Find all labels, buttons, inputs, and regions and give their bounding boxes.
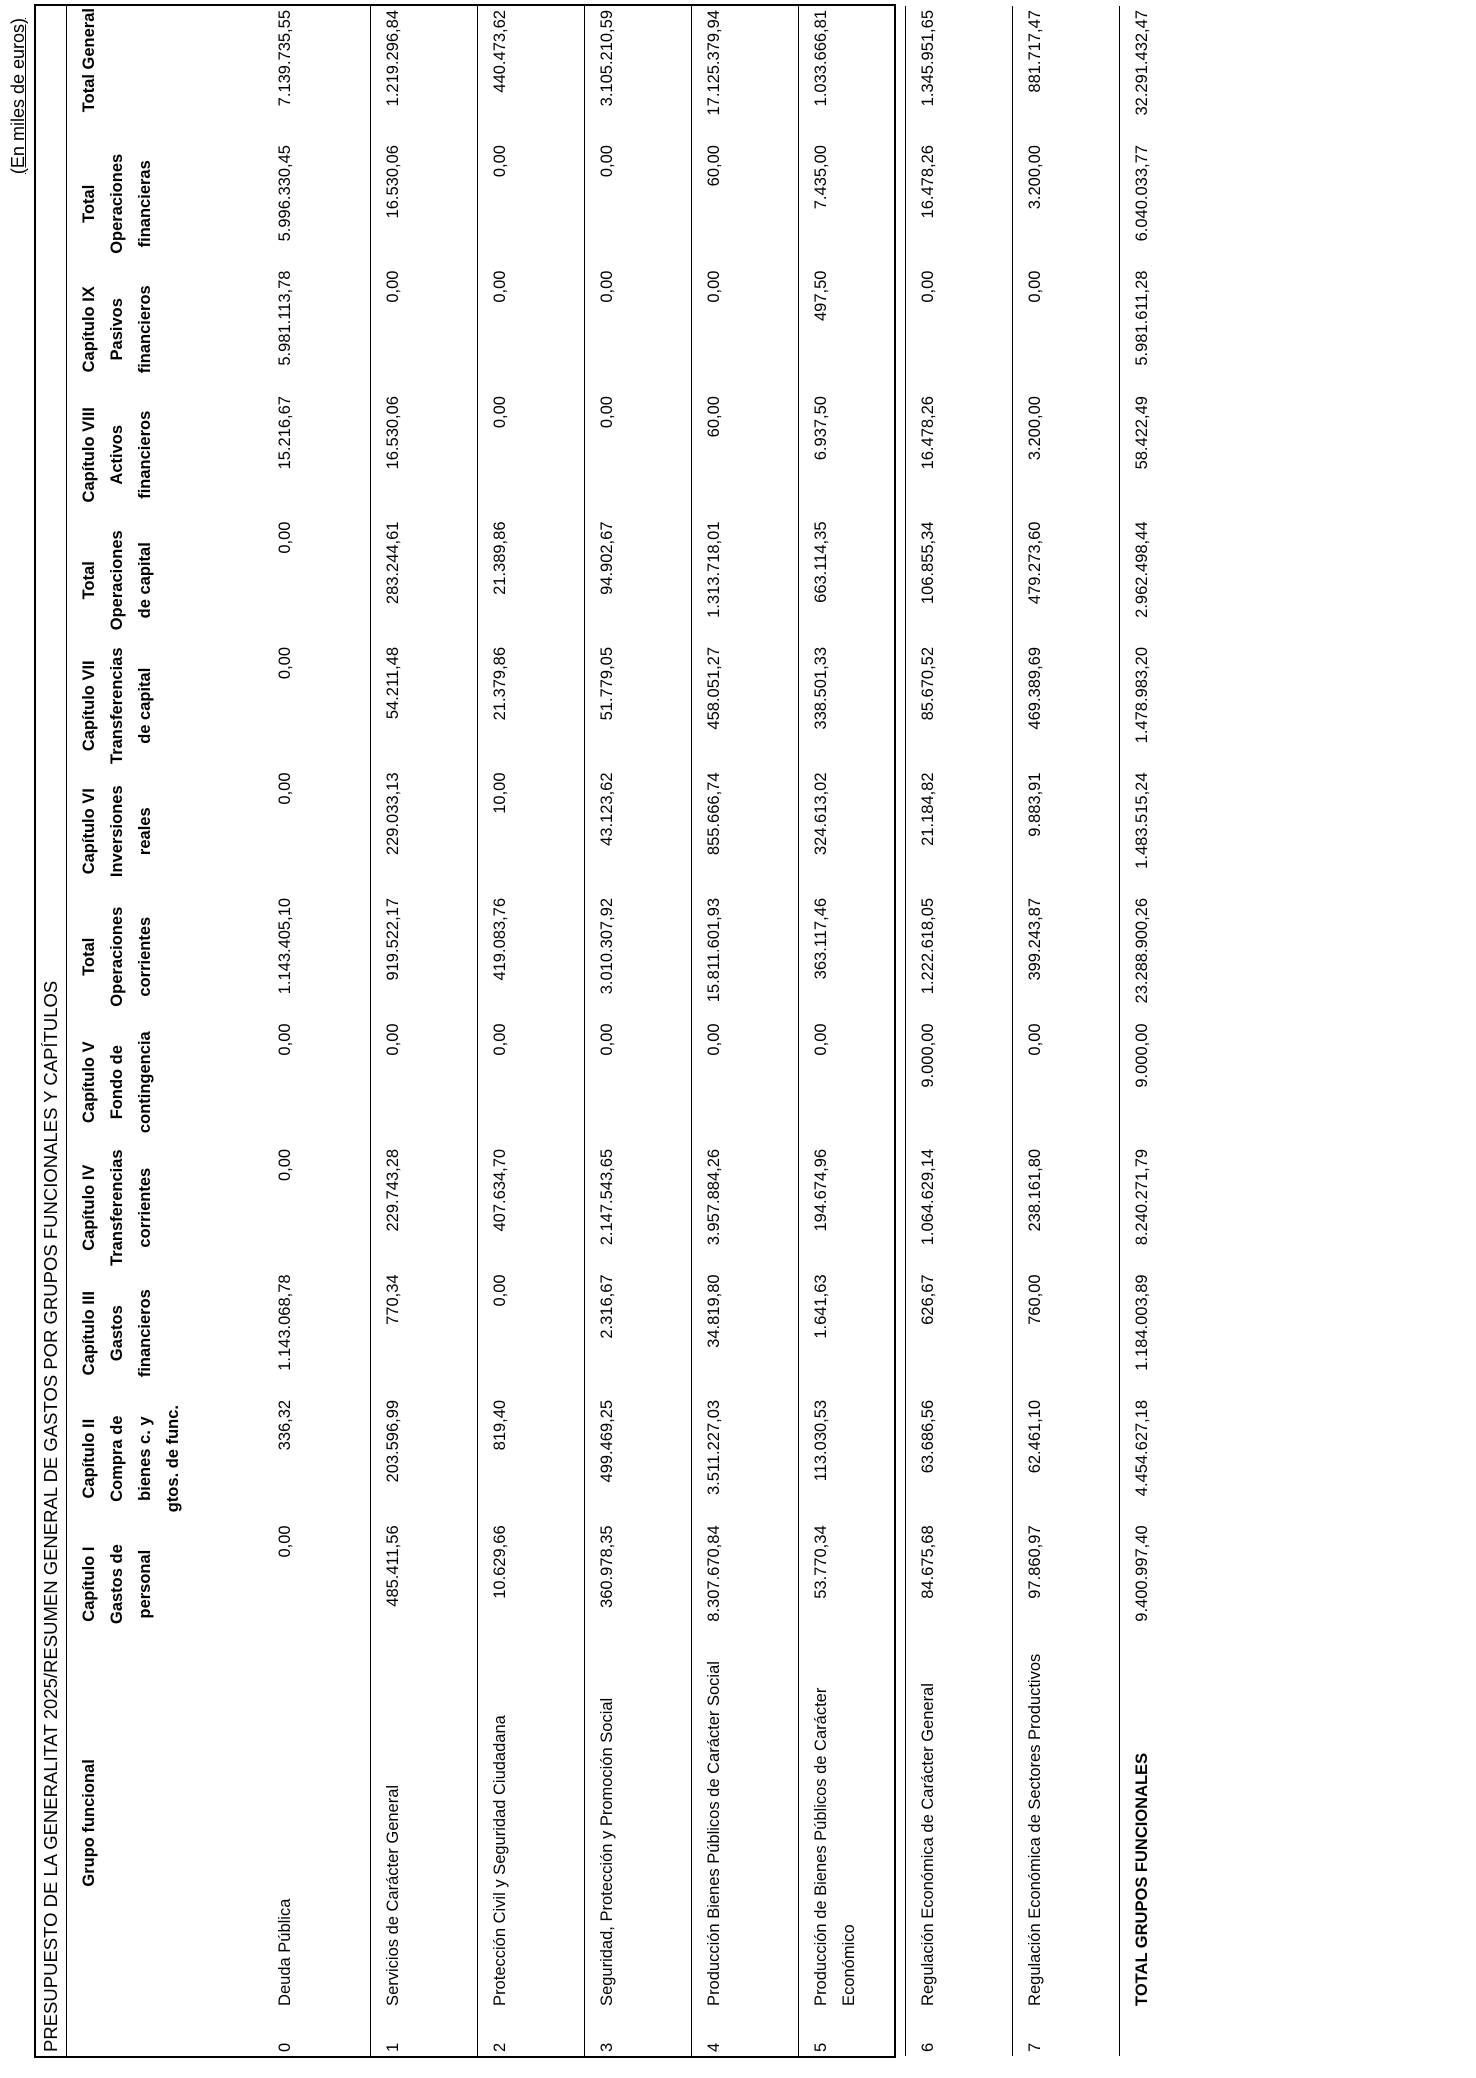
cell-value: 21.184,82	[905, 768, 1012, 893]
row-code: 0	[263, 2016, 370, 2056]
cell-value: 497,50	[798, 267, 905, 392]
row-name: Seguridad, Protección y Promoción Social	[584, 1647, 691, 2016]
cell-value: 458.051,27	[691, 643, 798, 768]
header-capitulo-iii: Capítulo III Gastos financieros	[80, 1289, 154, 1378]
cell-value: 1.478.983,20	[1119, 643, 1219, 768]
cell-value: 0,00	[477, 392, 584, 517]
cell-value: 0,00	[263, 768, 370, 893]
cell-value: 363.117,46	[798, 894, 905, 1019]
table-row	[263, 6, 370, 2056]
cell-value: 8.240.271,79	[1119, 1145, 1219, 1270]
cell-value: 23.288.900,26	[1119, 894, 1219, 1019]
cell-value: 0,00	[263, 1521, 370, 1646]
cell-value: 2.962.498,44	[1119, 518, 1219, 643]
cell-value: 0,00	[263, 518, 370, 643]
header-total-corrientes: Total Operaciones corrientes	[80, 906, 154, 1007]
cell-value: 440.473,62	[477, 6, 584, 141]
cell-value: 479.273,60	[1012, 518, 1119, 643]
table-row	[798, 6, 905, 2056]
cell-value: 58.422,49	[1119, 392, 1219, 517]
cell-value: 0,00	[1012, 1019, 1119, 1144]
cell-value: 16.530,06	[370, 141, 477, 266]
table-header	[67, 6, 263, 2056]
cell-value: 17.125.379,94	[691, 6, 798, 141]
cell-value: 0,00	[477, 1270, 584, 1395]
cell-value: 60,00	[691, 392, 798, 517]
cell-value: 3.010.307,92	[584, 894, 691, 1019]
cell-value: 94.902,67	[584, 518, 691, 643]
header-capitulo-ix: Capítulo IX Pasivos financieros	[80, 285, 154, 374]
cell-value: 0,00	[477, 267, 584, 392]
cell-value: 9.000,00	[905, 1019, 1012, 1144]
cell-value: 0,00	[263, 1145, 370, 1270]
cell-value: 0,00	[1012, 267, 1119, 392]
cell-value: 626,67	[905, 1270, 1012, 1395]
cell-value: 84.675,68	[905, 1521, 1012, 1646]
cell-value: 283.244,61	[370, 518, 477, 643]
row-name: Producción de Bienes Públicos de Carácter Económico	[798, 1647, 905, 2016]
cell-value: 3.511.227,03	[691, 1396, 798, 1521]
cell-value: 1.064.629,14	[905, 1145, 1012, 1270]
cell-value: 2.147.543,65	[584, 1145, 691, 1270]
cell-value: 5.981.113,78	[263, 267, 370, 392]
cell-value: 43.123,62	[584, 768, 691, 893]
header-code	[67, 2016, 263, 2056]
cell-value: 3.105.210,59	[584, 6, 691, 141]
cell-value: 338.501,33	[798, 643, 905, 768]
units-note: (En miles de euros)	[8, 18, 28, 175]
cell-value: 16.530,06	[370, 392, 477, 517]
cell-value: 0,00	[905, 267, 1012, 392]
cell-value: 21.389,86	[477, 518, 584, 643]
row-code: 5	[798, 2016, 905, 2056]
header-capitulo-ii: Capítulo II Compra de bienes c. y gtos. de func.	[80, 1405, 182, 1513]
cell-value: 399.243,87	[1012, 894, 1119, 1019]
cell-value: 10.629,66	[477, 1521, 584, 1646]
cell-value: 229.033,13	[370, 768, 477, 893]
cell-value: 51.779,05	[584, 643, 691, 768]
cell-value: 0,00	[370, 1019, 477, 1144]
cell-value: 1.641,63	[798, 1270, 905, 1395]
row-code: 2	[477, 2016, 584, 2056]
cell-value: 881.717,47	[1012, 6, 1119, 141]
cell-value: 203.596,99	[370, 1396, 477, 1521]
cell-value: 9.883,91	[1012, 768, 1119, 893]
header-capitulo-vii: Capítulo VII Transferencias de capital	[80, 647, 154, 764]
header-total-general: Total General	[80, 8, 98, 113]
table-row	[1012, 6, 1119, 2056]
cell-value: 60,00	[691, 141, 798, 266]
table-row	[477, 6, 584, 2056]
cell-value: 7.139.735,55	[263, 6, 370, 141]
table-body	[263, 6, 1219, 2056]
cell-value: 63.686,56	[905, 1396, 1012, 1521]
cell-value: 1.483.515,24	[1119, 768, 1219, 893]
cell-value: 469.389,69	[1012, 643, 1119, 768]
cell-value: 1.143.068,78	[263, 1270, 370, 1395]
total-row	[1119, 6, 1219, 2056]
cell-value: 15.216,67	[263, 392, 370, 517]
cell-value: 919.522,17	[370, 894, 477, 1019]
cell-value: 0,00	[584, 267, 691, 392]
table-row	[905, 6, 1012, 2056]
cell-value: 106.855,34	[905, 518, 1012, 643]
cell-value: 113.030,53	[798, 1396, 905, 1521]
cell-value: 194.674,96	[798, 1145, 905, 1270]
cell-value: 15.811.601,93	[691, 894, 798, 1019]
cell-value: 0,00	[691, 1019, 798, 1144]
cell-value: 0,00	[370, 267, 477, 392]
cell-value: 1.222.618,05	[905, 894, 1012, 1019]
cell-value: 0,00	[584, 1019, 691, 1144]
cell-value: 770,34	[370, 1270, 477, 1395]
row-code: 4	[691, 2016, 798, 2056]
row-name: Regulación Económica de Carácter General	[905, 1647, 1012, 2016]
budget-table	[67, 6, 1219, 2056]
header-total-financieras: Total Operaciones financieras	[80, 153, 154, 254]
cell-value: 0,00	[584, 392, 691, 517]
header-total-capital: Total Operaciones de capital	[80, 530, 154, 631]
cell-value: 3.200,00	[1012, 392, 1119, 517]
cell-value: 0,00	[477, 141, 584, 266]
row-code: 1	[370, 2016, 477, 2056]
cell-value: 324.613,02	[798, 768, 905, 893]
cell-value: 9.000,00	[1119, 1019, 1219, 1144]
cell-value: 360.978,35	[584, 1521, 691, 1646]
cell-value: 53.770,34	[798, 1521, 905, 1646]
cell-value: 4.454.627,18	[1119, 1396, 1219, 1521]
header-capitulo-i: Capítulo I Gastos de personal	[80, 1544, 154, 1625]
header-grupo-funcional: Grupo funcional	[80, 1759, 98, 1887]
budget-table-frame	[34, 4, 1151, 2058]
row-name: Servicios de Carácter General	[370, 1647, 477, 2016]
row-name: Deuda Pública	[263, 1647, 370, 2016]
cell-value: 3.957.884,26	[691, 1145, 798, 1270]
cell-value: 34.819,80	[691, 1270, 798, 1395]
cell-value: 238.161,80	[1012, 1145, 1119, 1270]
row-code: 6	[905, 2016, 1012, 2056]
row-code: 3	[584, 2016, 691, 2056]
cell-value: 16.478,26	[905, 141, 1012, 266]
cell-value: 7.435,00	[798, 141, 905, 266]
cell-value: 5.996.330,45	[263, 141, 370, 266]
cell-value: 1.184.003,89	[1119, 1270, 1219, 1395]
table-row	[691, 6, 798, 2056]
cell-value: 9.400.997,40	[1119, 1521, 1219, 1646]
cell-value: 760,00	[1012, 1270, 1119, 1395]
cell-value: 0,00	[798, 1019, 905, 1144]
cell-value: 0,00	[263, 1019, 370, 1144]
row-name: Protección Civil y Seguridad Ciudadana	[477, 1647, 584, 2016]
cell-value: 6.937,50	[798, 392, 905, 517]
cell-value: 485.411,56	[370, 1521, 477, 1646]
cell-value: 499.469,25	[584, 1396, 691, 1521]
cell-value: 1.143.405,10	[263, 894, 370, 1019]
header-capitulo-iv: Capítulo IV Transferencias corrientes	[80, 1149, 154, 1266]
cell-value: 1.033.666,81	[798, 6, 905, 141]
table-row	[370, 6, 477, 2056]
cell-value: 97.860,97	[1012, 1521, 1119, 1646]
cell-value: 21.379,86	[477, 643, 584, 768]
cell-value: 62.461,10	[1012, 1396, 1119, 1521]
cell-value: 32.291.432,47	[1119, 6, 1219, 141]
cell-value: 419.083,76	[477, 894, 584, 1019]
cell-value: 10,00	[477, 768, 584, 893]
cell-value: 407.634,70	[477, 1145, 584, 1270]
cell-value: 1.345.951,65	[905, 6, 1012, 141]
header-capitulo-v: Capítulo V Fondo de contingencia	[80, 1031, 154, 1134]
page-title: PRESUPUESTO DE LA GENERALITAT 2025/RESUMEN GENERAL DE GASTOS POR GRUPOS FUNCIONALES Y CAPÍTULOS	[36, 6, 67, 2056]
row-name: Producción Bienes Públicos de Carácter Social	[691, 1647, 798, 2016]
cell-value: 0,00	[691, 267, 798, 392]
row-code	[1119, 2016, 1219, 2056]
cell-value: 0,00	[263, 643, 370, 768]
cell-value: 0,00	[477, 1019, 584, 1144]
cell-value: 5.981.611,28	[1119, 267, 1219, 392]
cell-value: 54.211,48	[370, 643, 477, 768]
cell-value: 3.200,00	[1012, 141, 1119, 266]
header-capitulo-viii: Capítulo VIII Activos financieros	[80, 407, 154, 503]
cell-value: 855.666,74	[691, 768, 798, 893]
cell-value: 85.670,52	[905, 643, 1012, 768]
row-name: Regulación Económica de Sectores Productivos	[1012, 1647, 1119, 2016]
total-label: TOTAL GRUPOS FUNCIONALES	[1119, 1647, 1219, 2016]
cell-value: 1.313.718,01	[691, 518, 798, 643]
cell-value: 0,00	[584, 141, 691, 266]
cell-value: 229.743,28	[370, 1145, 477, 1270]
cell-value: 663.114,35	[798, 518, 905, 643]
table-row	[584, 6, 691, 2056]
cell-value: 6.040.033,77	[1119, 141, 1219, 266]
row-code: 7	[1012, 2016, 1119, 2056]
cell-value: 2.316,67	[584, 1270, 691, 1395]
cell-value: 1.219.296,84	[370, 6, 477, 141]
cell-value: 336,32	[263, 1396, 370, 1521]
header-capitulo-vi: Capítulo VI Inversiones reales	[80, 785, 154, 878]
cell-value: 16.478,26	[905, 392, 1012, 517]
cell-value: 8.307.670,84	[691, 1521, 798, 1646]
cell-value: 819,40	[477, 1396, 584, 1521]
